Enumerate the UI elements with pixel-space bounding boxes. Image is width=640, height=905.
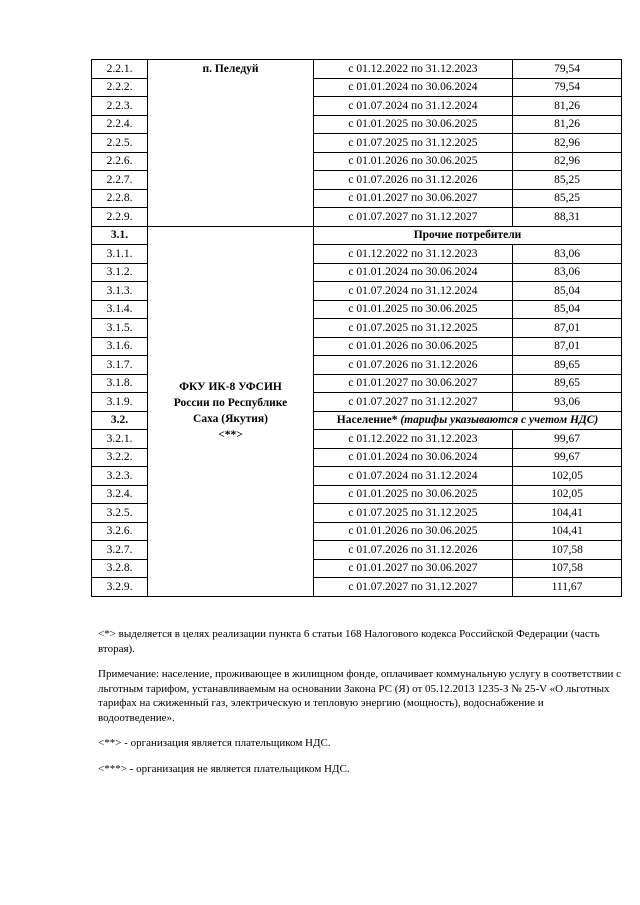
row-number: 3.1.6. bbox=[92, 337, 148, 356]
section-row-3-1 bbox=[92, 226, 622, 245]
row-price: 85,25 bbox=[513, 189, 622, 208]
row-number: 2.2.1. bbox=[92, 60, 148, 79]
row-number: 2.2.4. bbox=[92, 115, 148, 134]
row-number: 2.2.6. bbox=[92, 152, 148, 171]
row-number: 3.1.9. bbox=[92, 393, 148, 412]
row-number: 2.2.3. bbox=[92, 97, 148, 116]
organization-line: <**> bbox=[218, 429, 243, 441]
row-price: 82,96 bbox=[513, 134, 622, 153]
row-price: 81,26 bbox=[513, 115, 622, 134]
row-number: 3.1.4. bbox=[92, 300, 148, 319]
note-vat-footnote: <*> выделяется в целях реализации пункта 6 статьи 168 Налогового кодекса Российской Федерации (часть вторая). bbox=[98, 628, 600, 655]
row-price: 89,65 bbox=[513, 356, 622, 375]
row-number: 3.1.1. bbox=[92, 245, 148, 264]
row-period: с 01.01.2025 по 30.06.2025 bbox=[314, 300, 513, 319]
row-price: 111,67 bbox=[513, 578, 622, 597]
row-period: с 01.12.2022 по 31.12.2023 bbox=[314, 60, 513, 79]
row-period: с 01.07.2025 по 31.12.2025 bbox=[314, 134, 513, 153]
row-number: 2.2.8. bbox=[92, 189, 148, 208]
row-price: 85,04 bbox=[513, 300, 622, 319]
row-price: 107,58 bbox=[513, 541, 622, 560]
row-price: 83,06 bbox=[513, 263, 622, 282]
row-price: 102,05 bbox=[513, 485, 622, 504]
row-number: 3.1.3. bbox=[92, 282, 148, 301]
organization-peleduy: п. Пеледуй bbox=[148, 60, 314, 227]
row-period: с 01.01.2025 по 30.06.2025 bbox=[314, 115, 513, 134]
row-price: 87,01 bbox=[513, 319, 622, 338]
row-number: 2.2.9. bbox=[92, 208, 148, 227]
row-number: 3.1.7. bbox=[92, 356, 148, 375]
organization-line: России по Республике bbox=[173, 397, 288, 409]
organization-line: ФКУ ИК-8 УФСИН bbox=[179, 381, 282, 393]
row-price: 99,67 bbox=[513, 448, 622, 467]
row-price: 81,26 bbox=[513, 97, 622, 116]
row-price: 79,54 bbox=[513, 78, 622, 97]
row-price: 82,96 bbox=[513, 152, 622, 171]
row-number: 3.2.3. bbox=[92, 467, 148, 486]
row-price: 85,04 bbox=[513, 282, 622, 301]
row-number: 2.2.7. bbox=[92, 171, 148, 190]
section-number: 3.1. bbox=[92, 226, 148, 245]
row-number: 3.1.5. bbox=[92, 319, 148, 338]
row-period: с 01.07.2025 по 31.12.2025 bbox=[314, 504, 513, 523]
row-period: с 01.07.2027 по 31.12.2027 bbox=[314, 393, 513, 412]
row-period: с 01.07.2027 по 31.12.2027 bbox=[314, 208, 513, 227]
row-price: 83,06 bbox=[513, 245, 622, 264]
row-period: с 01.07.2026 по 31.12.2026 bbox=[314, 171, 513, 190]
row-number: 2.2.2. bbox=[92, 78, 148, 97]
row-period: с 01.01.2027 по 30.06.2027 bbox=[314, 374, 513, 393]
row-number: 3.2.2. bbox=[92, 448, 148, 467]
organization-line: Саха (Якутия) bbox=[193, 413, 268, 425]
row-period: с 01.07.2026 по 31.12.2026 bbox=[314, 541, 513, 560]
note-vat-payer: <**> - организация является плательщиком НДС. bbox=[98, 737, 331, 749]
row-period: с 01.01.2026 по 30.06.2025 bbox=[314, 337, 513, 356]
row-number: 3.2.6. bbox=[92, 522, 148, 541]
note-population: Примечание: население, проживающее в жилищном фонде, оплачивает коммунальную услугу в соответствии с льготным тарифом, устанавливаемым на основании Закона РС (Я) от 05.12.2013 1235-З № 25-V «О льготных тарифах на сжиженный газ, электрическую и тепловую энергию (мощность), водоснабжение и водоотведение». bbox=[98, 668, 622, 724]
section-number: 3.2. bbox=[92, 411, 148, 430]
row-period: с 01.12.2022 по 31.12.2023 bbox=[314, 430, 513, 449]
row-number: 3.1.2. bbox=[92, 263, 148, 282]
row-price: 107,58 bbox=[513, 559, 622, 578]
row-period: с 01.01.2027 по 30.06.2027 bbox=[314, 189, 513, 208]
notes bbox=[98, 627, 623, 787]
row-price: 79,54 bbox=[513, 60, 622, 79]
section-title-bold: Население* bbox=[336, 414, 401, 427]
row-period: с 01.07.2024 по 31.12.2024 bbox=[314, 467, 513, 486]
row-price: 88,31 bbox=[513, 208, 622, 227]
row-price: 85,25 bbox=[513, 171, 622, 190]
row-number: 3.1.8. bbox=[92, 374, 148, 393]
row-price: 102,05 bbox=[513, 467, 622, 486]
tariff-table-body bbox=[92, 60, 622, 597]
row-period: с 01.07.2025 по 31.12.2025 bbox=[314, 319, 513, 338]
section-title: Прочие потребители bbox=[314, 226, 622, 245]
row-price: 104,41 bbox=[513, 504, 622, 523]
row-period: с 01.01.2024 по 30.06.2024 bbox=[314, 78, 513, 97]
row-price: 87,01 bbox=[513, 337, 622, 356]
row-period: с 01.01.2024 по 30.06.2024 bbox=[314, 448, 513, 467]
row-period: с 01.07.2024 по 31.12.2024 bbox=[314, 97, 513, 116]
row-number: 2.2.5. bbox=[92, 134, 148, 153]
row-number: 3.2.7. bbox=[92, 541, 148, 560]
note-non-vat-payer: <***> - организация не является плательщиком НДС. bbox=[98, 762, 350, 775]
row-price: 89,65 bbox=[513, 374, 622, 393]
row-number: 3.2.1. bbox=[92, 430, 148, 449]
row-period: с 01.07.2024 по 31.12.2024 bbox=[314, 282, 513, 301]
table-row bbox=[92, 60, 622, 79]
row-price: 93,06 bbox=[513, 393, 622, 412]
row-number: 3.2.5. bbox=[92, 504, 148, 523]
section-title bbox=[314, 411, 622, 430]
row-number: 3.2.8. bbox=[92, 559, 148, 578]
row-period: с 01.01.2027 по 30.06.2027 bbox=[314, 559, 513, 578]
row-period: с 01.01.2026 по 30.06.2025 bbox=[314, 152, 513, 171]
row-period: с 01.07.2026 по 31.12.2026 bbox=[314, 356, 513, 375]
row-period: с 01.01.2025 по 30.06.2025 bbox=[314, 485, 513, 504]
row-period: с 01.07.2027 по 31.12.2027 bbox=[314, 578, 513, 597]
row-price: 104,41 bbox=[513, 522, 622, 541]
row-number: 3.2.4. bbox=[92, 485, 148, 504]
row-price: 99,67 bbox=[513, 430, 622, 449]
row-period: с 01.01.2026 по 30.06.2025 bbox=[314, 522, 513, 541]
section-title-italic: (тарифы указываются с учетом НДС) bbox=[400, 414, 599, 427]
row-number: 3.2.9. bbox=[92, 578, 148, 597]
row-period: с 01.12.2022 по 31.12.2023 bbox=[314, 245, 513, 264]
row-period: с 01.01.2024 по 30.06.2024 bbox=[314, 263, 513, 282]
tariff-table bbox=[91, 59, 622, 597]
organization-fku-ik8 bbox=[148, 226, 314, 596]
